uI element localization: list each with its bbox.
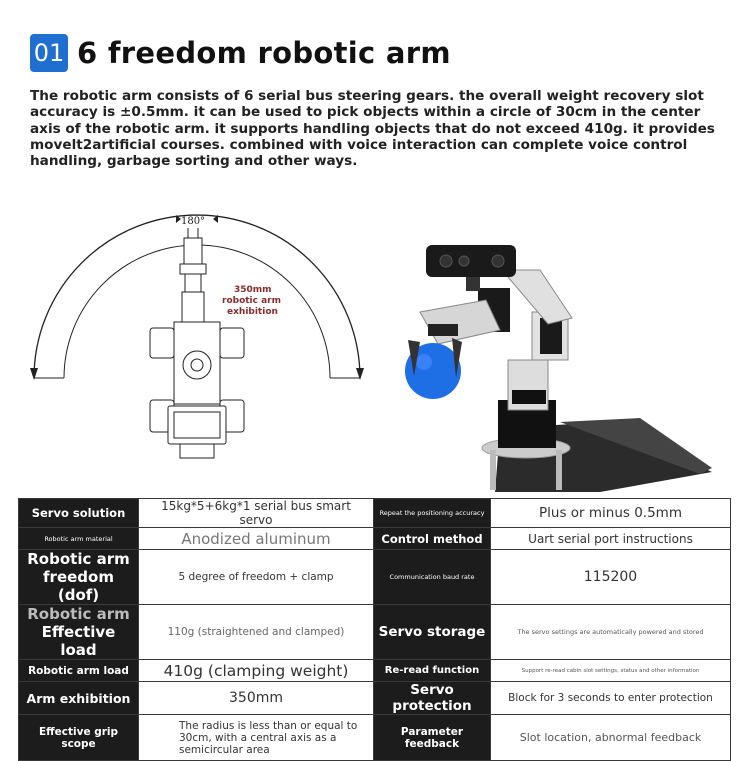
spec-label: Arm exhibition: [19, 682, 139, 715]
spec-label: Parameter feedback: [374, 715, 491, 761]
specifications-table: [18, 498, 731, 761]
robotic-arm-photo: [405, 245, 712, 492]
spec-label: Effective load: [41, 623, 116, 659]
spec-value: The servo settings are automatically powered and stored: [491, 605, 731, 660]
spec-label: Repeat the positioning accuracy: [374, 499, 491, 528]
spec-label: Communication baud rate: [374, 550, 491, 605]
range-diagram: [30, 215, 364, 458]
spec-value: Uart serial port instructions: [491, 528, 731, 550]
spec-label: Robotic arm: [27, 605, 130, 623]
spec-value: 110g (straightened and clamped): [139, 605, 374, 660]
spec-value: Slot location, abnormal feedback: [491, 715, 731, 761]
spec-value: Block for 3 seconds to enter protection: [491, 682, 731, 715]
page-title: 6 freedom robotic arm: [77, 36, 451, 70]
spec-value: 5 degree of freedom + clamp: [139, 550, 374, 605]
spec-value: 350mm: [139, 682, 374, 715]
table-row: [19, 660, 731, 682]
spec-label-cell: [19, 605, 139, 660]
section-number-badge: 01: [30, 34, 68, 72]
angle-label: 180°: [181, 216, 206, 227]
spec-value: Plus or minus 0.5mm: [491, 499, 731, 528]
spec-label: Servo solution: [19, 499, 139, 528]
table-row: [19, 499, 731, 528]
spec-value: 115200: [491, 550, 731, 605]
range-label-line-2: robotic arm: [222, 296, 281, 306]
table-row: [19, 605, 731, 660]
spec-label: Servo protection: [374, 682, 491, 715]
spec-label: Robotic arm freedom (dof): [19, 550, 139, 605]
product-figure: [0, 200, 750, 492]
spec-label: Control method: [374, 528, 491, 550]
spec-value: 410g (clamping weight): [139, 660, 374, 682]
spec-value: Anodized aluminum: [139, 528, 374, 550]
description-paragraph: The robotic arm consists of 6 serial bus steering gears. the overall weight recovery slot accuracy is ±0.5mm. it can be used to pick objects within a circle of 30cm in the center axis of the robotic arm. it supports handling objects that do not exceed 410g. it provides movelt2artificial courses. combined with voice interaction can complete voice control handling, garbage sorting and other ways.: [30, 88, 715, 170]
spec-value: The radius is less than or equal to 30cm, with a central axis as a semicircular area: [139, 715, 374, 761]
spec-label: Effective grip scope: [19, 715, 139, 761]
table-row: [19, 528, 731, 550]
spec-value: 15kg*5+6kg*1 serial bus smart servo: [139, 499, 374, 528]
spec-value: Support re-read cabin slot settings, status and other information: [491, 660, 731, 682]
spec-label: Servo storage: [374, 605, 491, 660]
table-row: [19, 715, 731, 761]
table-row: [19, 682, 731, 715]
spec-label: Re-read function: [374, 660, 491, 682]
range-label-line-3: exhibition: [227, 307, 278, 317]
range-label-line-1: 350mm: [234, 285, 272, 295]
section-header: [30, 34, 451, 72]
robot-top-view-illustration: [150, 228, 244, 458]
spec-label: Robotic arm material: [19, 528, 139, 550]
spec-label: Robotic arm load: [19, 660, 139, 682]
table-row: [19, 550, 731, 605]
